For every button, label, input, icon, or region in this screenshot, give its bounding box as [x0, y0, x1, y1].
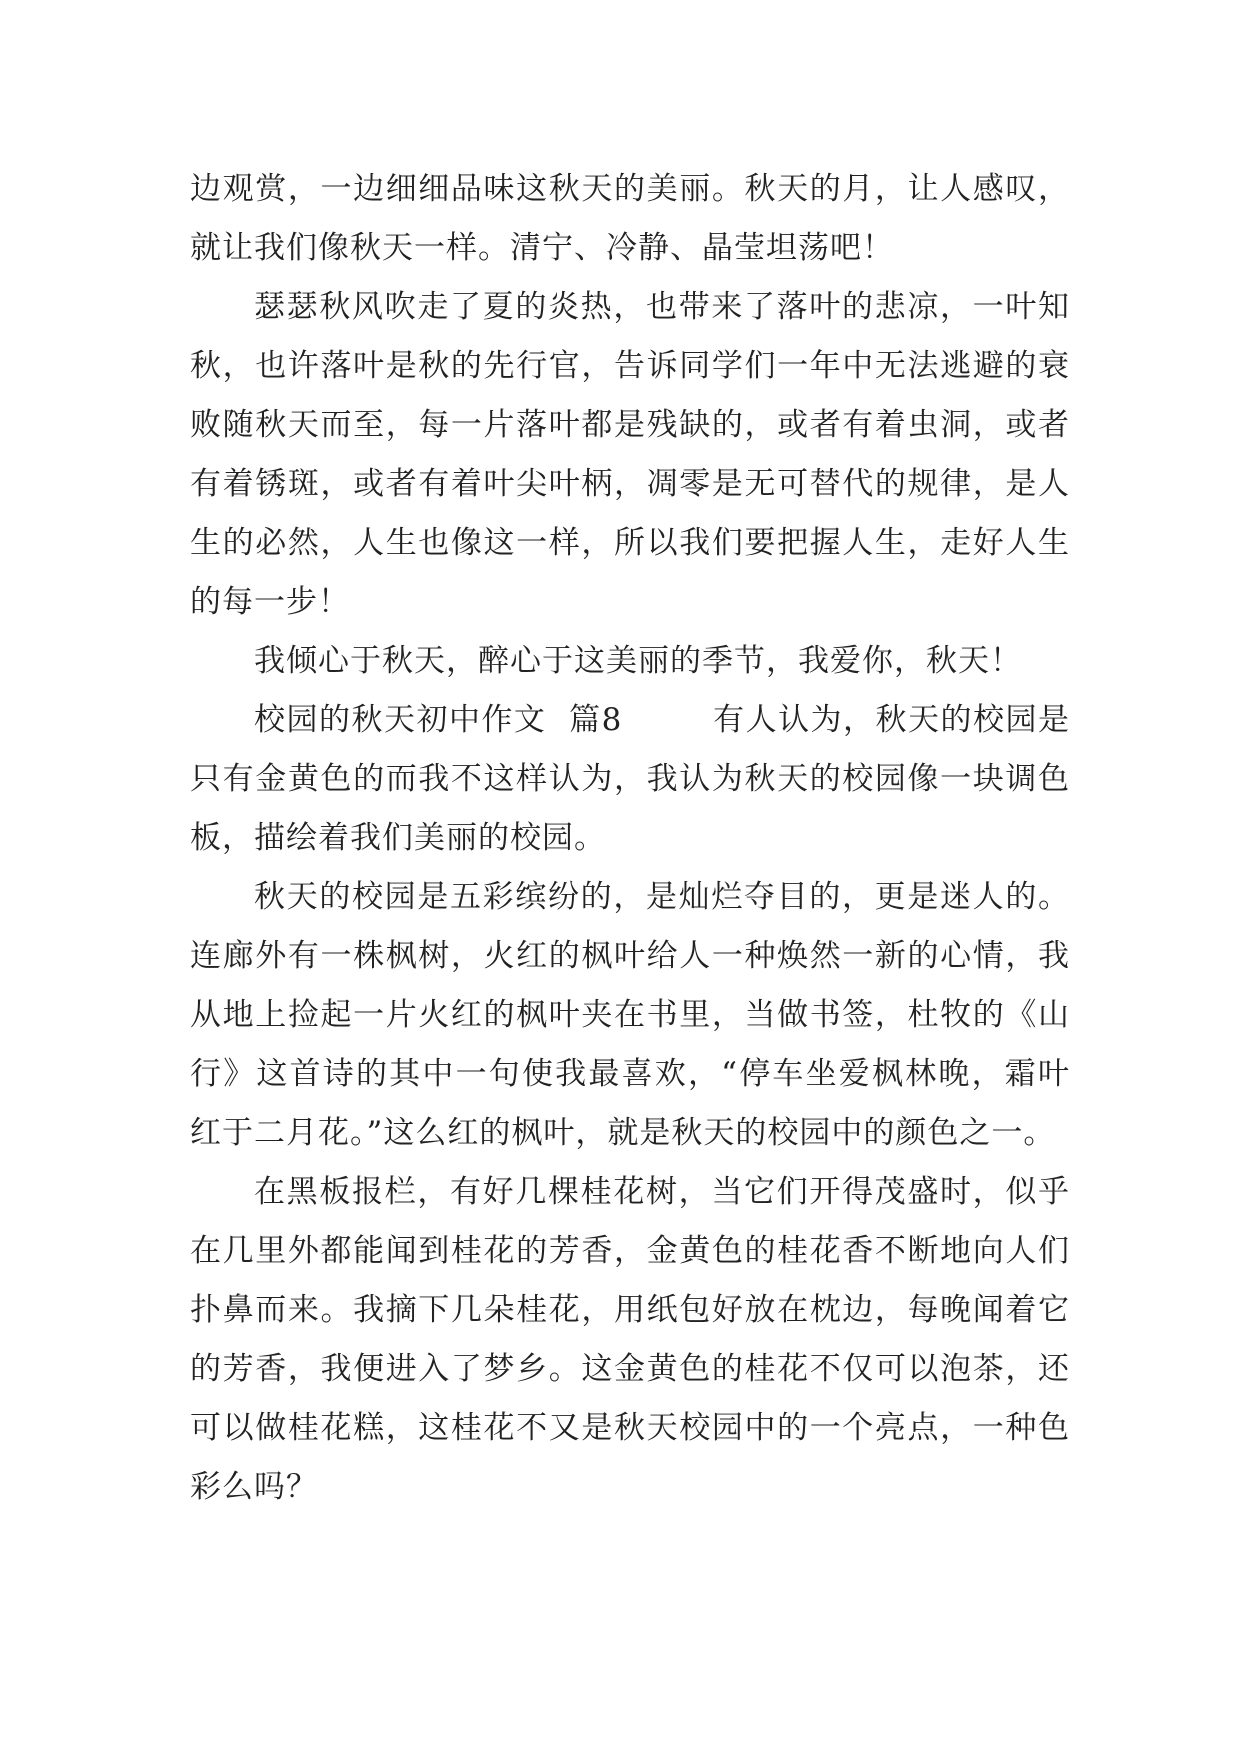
paragraph-maple-tree: 秋天的校园是五彩缤纷的，是灿烂夺目的，更是迷人的。连廊外有一株枫树，火红的枫叶给人一种焕然一新的心情，我从地上捡起一片火红的枫叶夹在书里，当做书签，杜牧的《山行》这首诗的其中一句使我最喜欢，“停车坐爱枫林晚，霜叶红于二月花。”这么红的枫叶，就是秋天的校园中的颜色之一。 — [190, 879, 1070, 1151]
paragraph-continuation: 边观赏，一边细细品味这秋天的美丽。秋天的月，让人感叹，就让我们像秋天一样。清宁、冷静、晶莹坦荡吧！ — [190, 171, 1070, 266]
paragraph-essay-8-intro: 校园的秋天初中作文 篇8 有人认为，秋天的校园是只有金黄色的而我不这样认为，我认为秋天的校园像一块调色板，描绘着我们美丽的校园。 — [190, 702, 1070, 856]
document-body — [190, 160, 1070, 1517]
paragraph-autumn-wind: 瑟瑟秋风吹走了夏的炎热，也带来了落叶的悲凉，一叶知秋，也许落叶是秋的先行官，告诉同学们一年中无法逃避的衰败随秋天而至，每一片落叶都是残缺的，或者有着虫洞，或者有着锈斑，或者有着叶尖叶柄，凋零是无可替代的规律，是人生的必然，人生也像这一样，所以我们要把握人生，走好人生的每一步！ — [190, 289, 1070, 620]
paragraph-osmanthus: 在黑板报栏，有好几棵桂花树，当它们开得茂盛时，似乎在几里外都能闻到桂花的芳香，金黄色的桂花香不断地向人们扑鼻而来。我摘下几朵桂花，用纸包好放在枕边，每晚闻着它的芳香，我便进入了梦乡。这金黄色的桂花不仅可以泡茶，还可以做桂花糕，这桂花不又是秋天校园中的一个亮点，一种色彩么吗？ — [190, 1174, 1070, 1505]
paragraph-love-autumn: 我倾心于秋天，醉心于这美丽的季节，我爱你，秋天！ — [254, 643, 1022, 679]
